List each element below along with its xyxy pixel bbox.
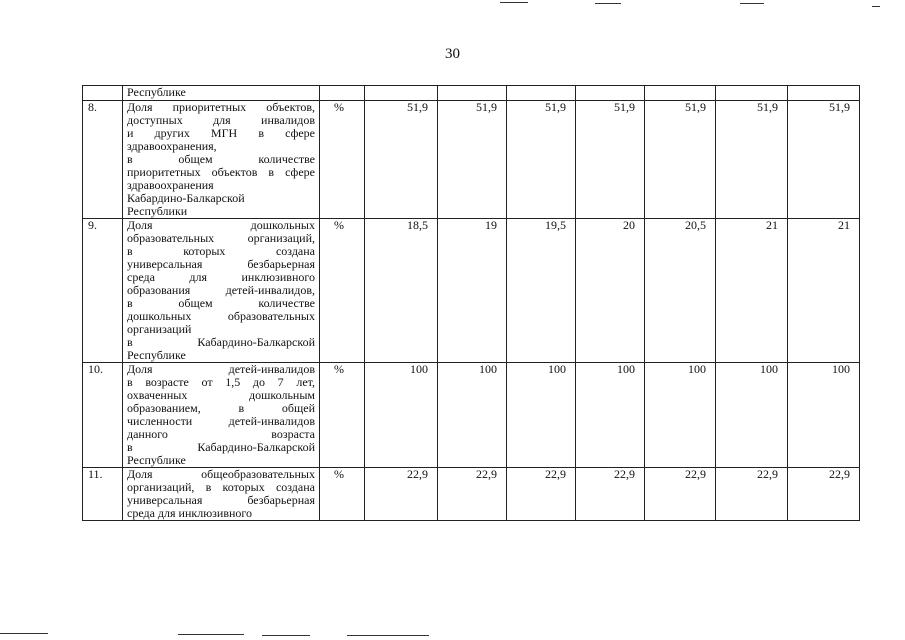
description-line: Республике [127,85,186,99]
description-line: здравоохранения [127,178,214,192]
unit-cell: % [320,468,365,521]
scan-artifact-line [595,3,621,4]
scan-artifact-line [0,633,48,634]
indicator-table [82,85,860,521]
value-cell: 22,9 [507,468,576,521]
value-cell: 21 [788,219,860,363]
value-cell: 22,9 [438,468,507,521]
description-line: образовательных организаций, [127,231,315,245]
page-number: 30 [445,46,460,62]
scan-artifact-line [740,3,764,4]
value-cell: 22,9 [576,468,645,521]
value-cell: 51,9 [507,101,576,219]
table-row [83,468,860,521]
value-cell: 100 [365,363,438,468]
value-cell [438,86,507,101]
description-line: Республики [127,204,188,218]
value-cell: 100 [645,363,716,468]
description-line: универсальная безбарьерная [127,493,315,507]
scan-artifact-line [347,635,429,636]
value-cell: 19 [438,219,507,363]
indicator-description [123,468,320,521]
indicator-description [123,86,320,101]
unit-cell: % [320,101,365,219]
value-cell: 20,5 [645,219,716,363]
value-cell: 51,9 [716,101,788,219]
description-line: среда для инклюзивного [127,506,253,520]
description-line: Доля общеобразовательных [127,467,315,481]
table-body [83,86,860,521]
description-line: организаций, в которых создана [127,480,315,494]
description-line: универсальная безбарьерная [127,257,315,271]
value-cell: 21 [716,219,788,363]
value-cell: 18,5 [365,219,438,363]
value-cell: 100 [716,363,788,468]
unit-cell: % [320,219,365,363]
indicator-description [123,101,320,219]
description-line: и других МГН в сфере [127,126,315,140]
value-cell: 100 [507,363,576,468]
value-cell: 100 [788,363,860,468]
value-cell: 100 [438,363,507,468]
value-cell: 51,9 [788,101,860,219]
description-line: Республике [127,348,186,362]
description-line: в Кабардино-Балкарской [127,335,315,349]
unit-cell: % [320,363,365,468]
description-line: в Кабардино-Балкарской [127,440,315,454]
value-cell [645,86,716,101]
row-number-cell: 8. [83,101,123,219]
description-line: приоритетных объектов в сфере [127,165,315,179]
value-cell: 51,9 [645,101,716,219]
table-row [83,363,860,468]
description-line: Доля дошкольных [127,218,315,232]
row-number-cell [83,86,123,101]
value-cell: 22,9 [645,468,716,521]
description-line: данного возраста [127,427,315,441]
row-number-cell: 10. [83,363,123,468]
description-line: дошкольных образовательных [127,309,315,323]
description-line: организаций [127,322,192,336]
description-line: в общем количестве [127,152,315,166]
value-cell [788,86,860,101]
description-line: здравоохранения, [127,139,217,153]
indicator-description [123,219,320,363]
description-line: охваченных дошкольным [127,388,315,402]
description-line: в общем количестве [127,296,315,310]
unit-cell [320,86,365,101]
table-row [83,101,860,219]
description-line: Доля детей-инвалидов [127,362,315,376]
scan-artifact-line [178,634,244,635]
value-cell [365,86,438,101]
row-number-cell: 9. [83,219,123,363]
value-cell: 19,5 [507,219,576,363]
value-cell [716,86,788,101]
value-cell: 22,9 [365,468,438,521]
description-line: в возрасте от 1,5 до 7 лет, [127,375,315,389]
description-line: доступных для инвалидов [127,113,315,127]
description-line: Доля приоритетных объектов, [127,100,315,114]
value-cell: 22,9 [788,468,860,521]
description-line: образования детей-инвалидов, [127,283,315,297]
value-cell: 22,9 [716,468,788,521]
value-cell: 51,9 [438,101,507,219]
value-cell [576,86,645,101]
description-line: численности детей-инвалидов [127,414,315,428]
row-number-cell: 11. [83,468,123,521]
description-line: в которых создана [127,244,315,258]
value-cell: 51,9 [365,101,438,219]
scan-artifact-line [500,2,528,3]
scan-artifact-line [872,6,880,7]
table-row-continuation [83,86,860,101]
indicator-description [123,363,320,468]
value-cell [507,86,576,101]
value-cell: 20 [576,219,645,363]
scan-artifact-line [262,635,310,636]
value-cell: 51,9 [576,101,645,219]
description-line: образованием, в общей [127,401,315,415]
description-line: среда для инклюзивного [127,270,315,284]
table-row [83,219,860,363]
description-line: Республике [127,453,186,467]
description-line: Кабардино-Балкарской [127,191,245,205]
value-cell: 100 [576,363,645,468]
